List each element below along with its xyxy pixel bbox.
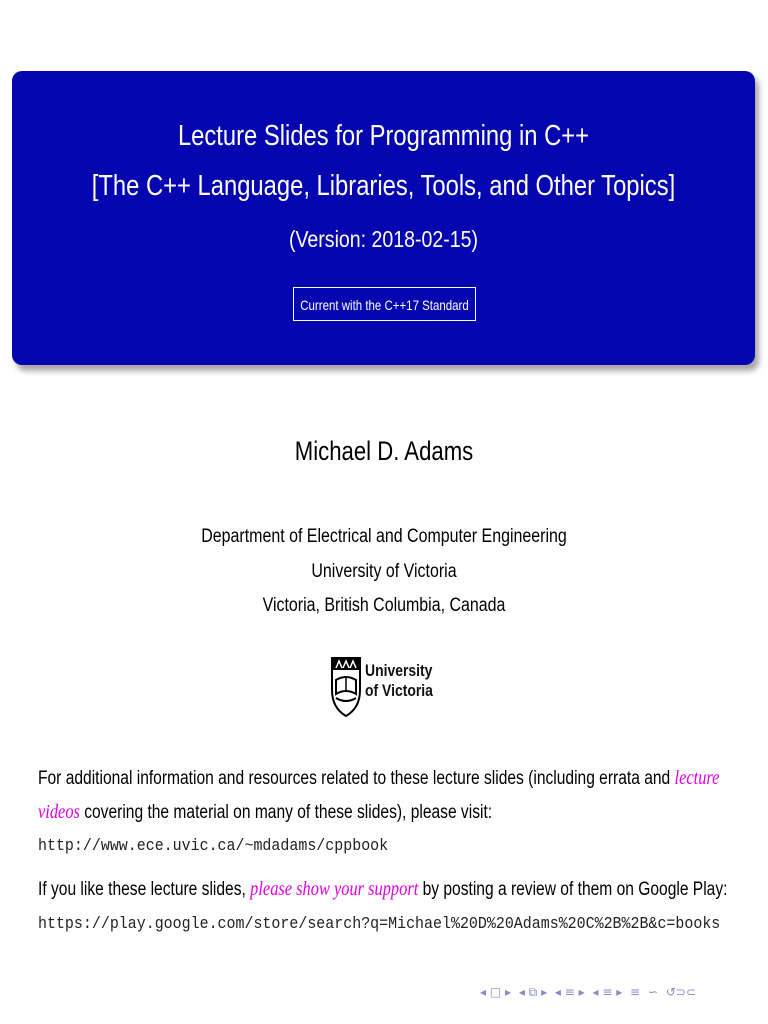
info-text: covering the material on many of these slides), please visit: [79,802,493,823]
info-text: If you like these lecture slides, [38,879,251,900]
version-label: (Version: 2018-02-15) [288,226,479,252]
google-play-url[interactable]: https://play.google.com/store/search?q=Michael%20D%20Adams%20C%2B%2B&c=books [38,915,721,934]
info-text: For additional information and resources related to these lecture slides (including errata and [38,768,675,789]
cppbook-url[interactable]: http://www.ece.uvic.ca/~mdadams/cppbook [38,837,389,856]
author-name: Michael D. Adams [294,436,474,466]
standard-badge [293,287,476,321]
title-banner [12,71,755,365]
university: University of Victoria [311,561,457,582]
support-link[interactable]: please show your support [250,878,419,900]
nav-left-icon[interactable]: ◂ □ ▸ [480,985,512,999]
university-logo [330,654,440,718]
logo-line-2: of Victoria [365,681,433,700]
location: Victoria, British Columbia, Canada [262,595,506,616]
nav-right-icon[interactable]: ◂ ≡ ▸ [554,985,585,999]
nav-section-icon[interactable]: ≡ [630,985,641,999]
title-line-1: Lecture Slides for Programming in C++ [177,120,590,152]
info-paragraph-1-line-2 [38,800,710,825]
nav-search-icon[interactable]: ↺⊃⊂ [665,985,696,999]
department: Department of Electrical and Computer Engineering [201,526,567,547]
crest-icon [330,654,362,718]
beamer-navigation [480,985,768,1005]
logo-line-1: University [365,661,433,680]
title-line-2: [The C++ Language, Libraries, Tools, and Other Topics] [91,170,676,202]
info-text: by posting a review of them on Google Play: [418,879,728,900]
nav-align-icon[interactable]: ∽ [647,985,658,999]
videos-link[interactable]: videos [38,801,80,823]
standard-badge-label: Current with the C++17 Standard [300,297,469,313]
nav-subsection-icon[interactable]: ◂ ≡ ▸ [592,985,623,999]
nav-frame-icon[interactable]: ◂ ⧉ ▸ [518,985,548,999]
info-paragraph-2 [38,877,728,902]
lecture-link[interactable]: lecture [674,767,720,789]
logo-text [365,661,433,701]
info-paragraph-1-line-1 [38,766,720,791]
